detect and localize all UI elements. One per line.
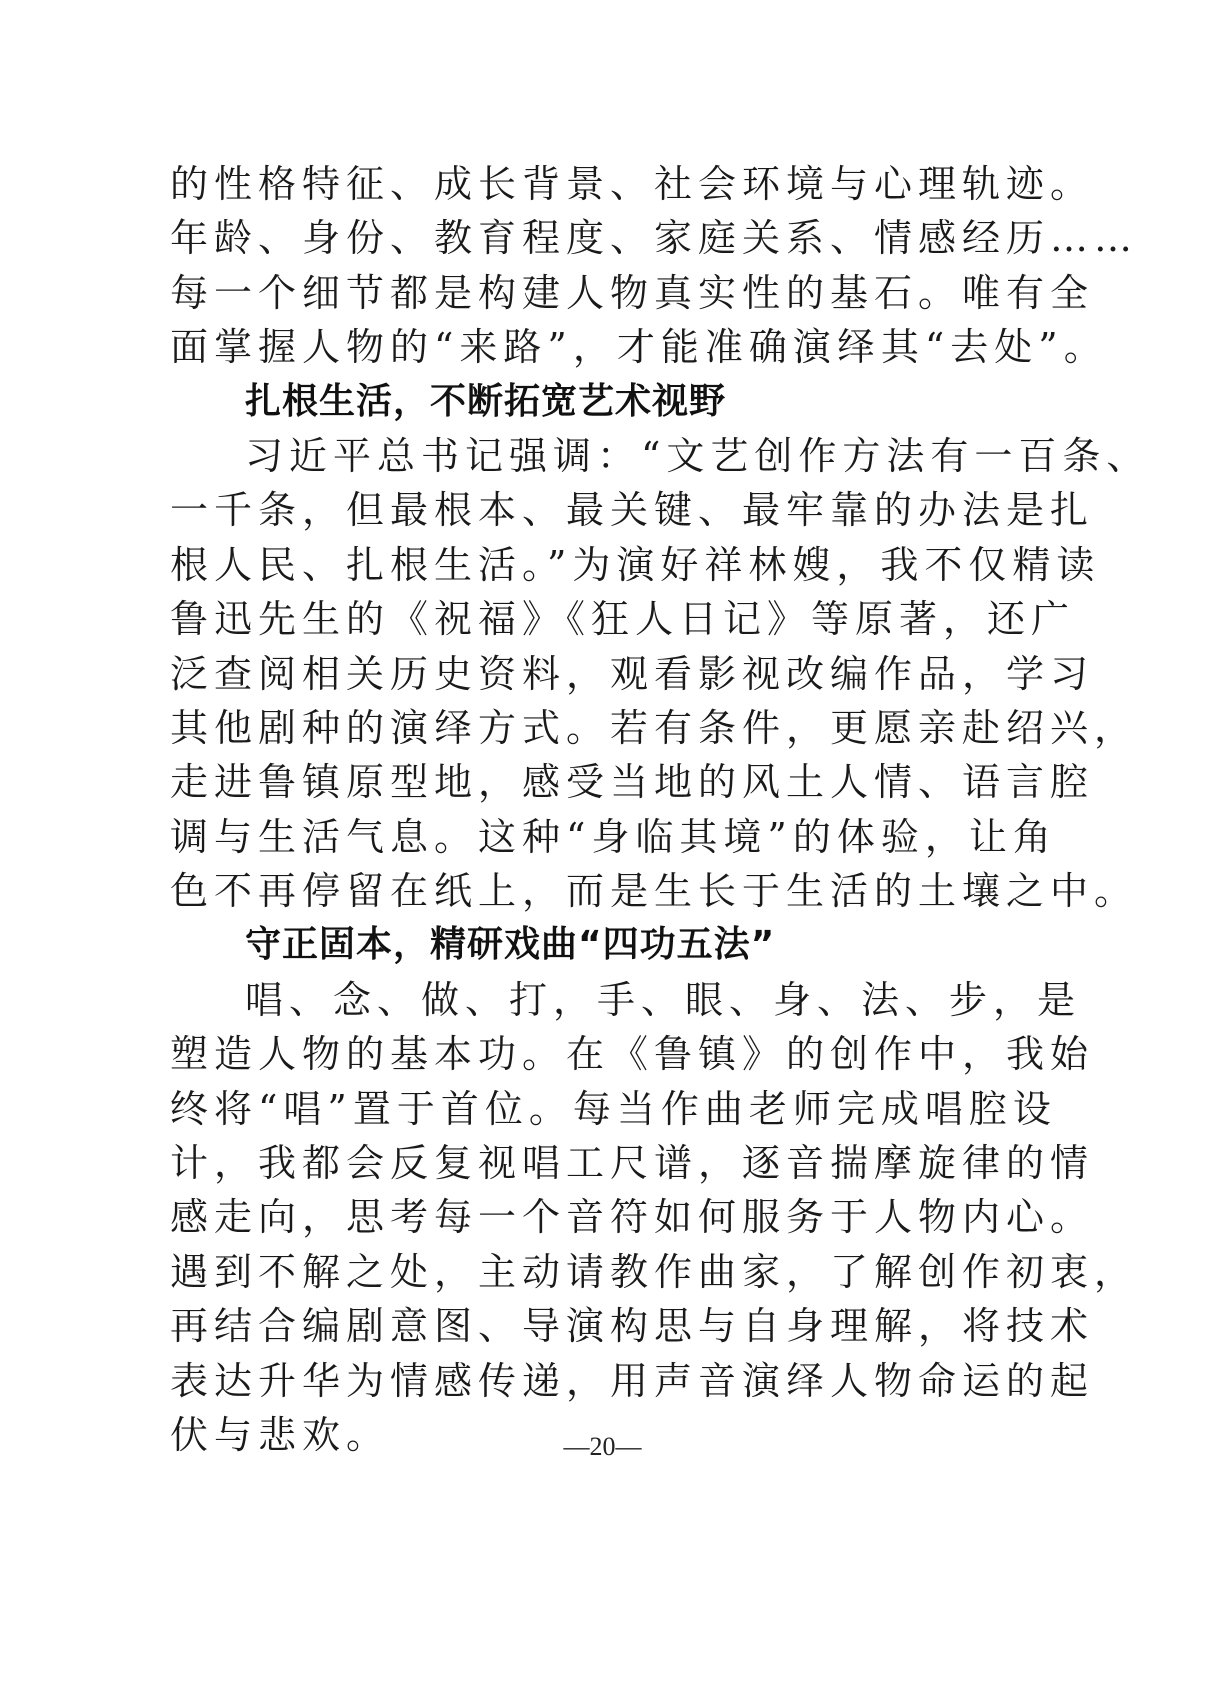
text-line: 年龄、身份、教育程度、家庭关系、情感经历…… [170, 216, 1139, 261]
text-line: 根人民、扎根生活。”为演好祥林嫂，我不仅精读 [170, 542, 1101, 587]
text-line: 遇到不解之处，主动请教作曲家，了解创作初衷， [170, 1249, 1139, 1294]
text-line: 唱、念、做、打，手、眼、身、法、步，是 [245, 977, 1082, 1022]
text-line: 色不再停留在纸上，而是生长于生活的土壤之中。 [170, 869, 1139, 914]
text-line: 终将“唱”置于首位。每当作曲老师完成唱腔设 [170, 1086, 1057, 1131]
text-line: 计，我都会反复视唱工尺谱，逐音揣摩旋律的情 [170, 1141, 1095, 1186]
text-line: 其他剧种的演绎方式。若有条件，更愿亲赴绍兴， [170, 705, 1139, 750]
paragraph-four-skills [170, 973, 1139, 1463]
section-heading-rooted-in-life: 扎根生活，不断拓宽艺术视野 [245, 380, 727, 422]
text-line: 伏与悲欢。 [170, 1412, 391, 1457]
text-line: 走进鲁镇原型地，感受当地的风土人情、语言腔 [170, 760, 1095, 805]
text-line: 习近平总书记强调：“文艺创作方法有一百条、 [245, 433, 1151, 478]
paragraph-continued [170, 157, 1139, 375]
text-line: 的性格特征、成长背景、社会环境与心理轨迹。 [170, 162, 1095, 206]
text-line: 再结合编剧意图、导演构思与自身理解，将技术 [170, 1304, 1095, 1349]
paragraph-rooted-in-life [170, 429, 1151, 919]
text-line: 表达升华为情感传递，用声音演绎人物命运的起 [170, 1358, 1095, 1403]
text-line: 塑造人物的基本功。在《鲁镇》的创作中，我始 [170, 1032, 1095, 1077]
section-heading-four-skills: 守正固本，精研戏曲“四功五法” [245, 924, 776, 966]
text-column [170, 157, 1151, 1462]
text-line: 感走向，思考每一个音符如何服务于人物内心。 [170, 1195, 1095, 1240]
page-number: —20— [563, 1432, 642, 1461]
text-line: 一千条，但最根本、最关键、最牢靠的办法是扎 [170, 488, 1095, 533]
text-line: 每一个细节都是构建人物真实性的基石。唯有全 [170, 270, 1095, 315]
text-line: 泛查阅相关历史资料，观看影视改编作品，学习 [170, 651, 1095, 696]
text-line: 面掌握人物的“来路”，才能准确演绎其“去处”。 [170, 325, 1108, 370]
text-line: 鲁迅先生的《祝福》《狂人日记》等原著，还广 [170, 597, 1076, 642]
text-line: 调与生活气息。这种“身临其境”的体验，让角 [170, 814, 1057, 859]
